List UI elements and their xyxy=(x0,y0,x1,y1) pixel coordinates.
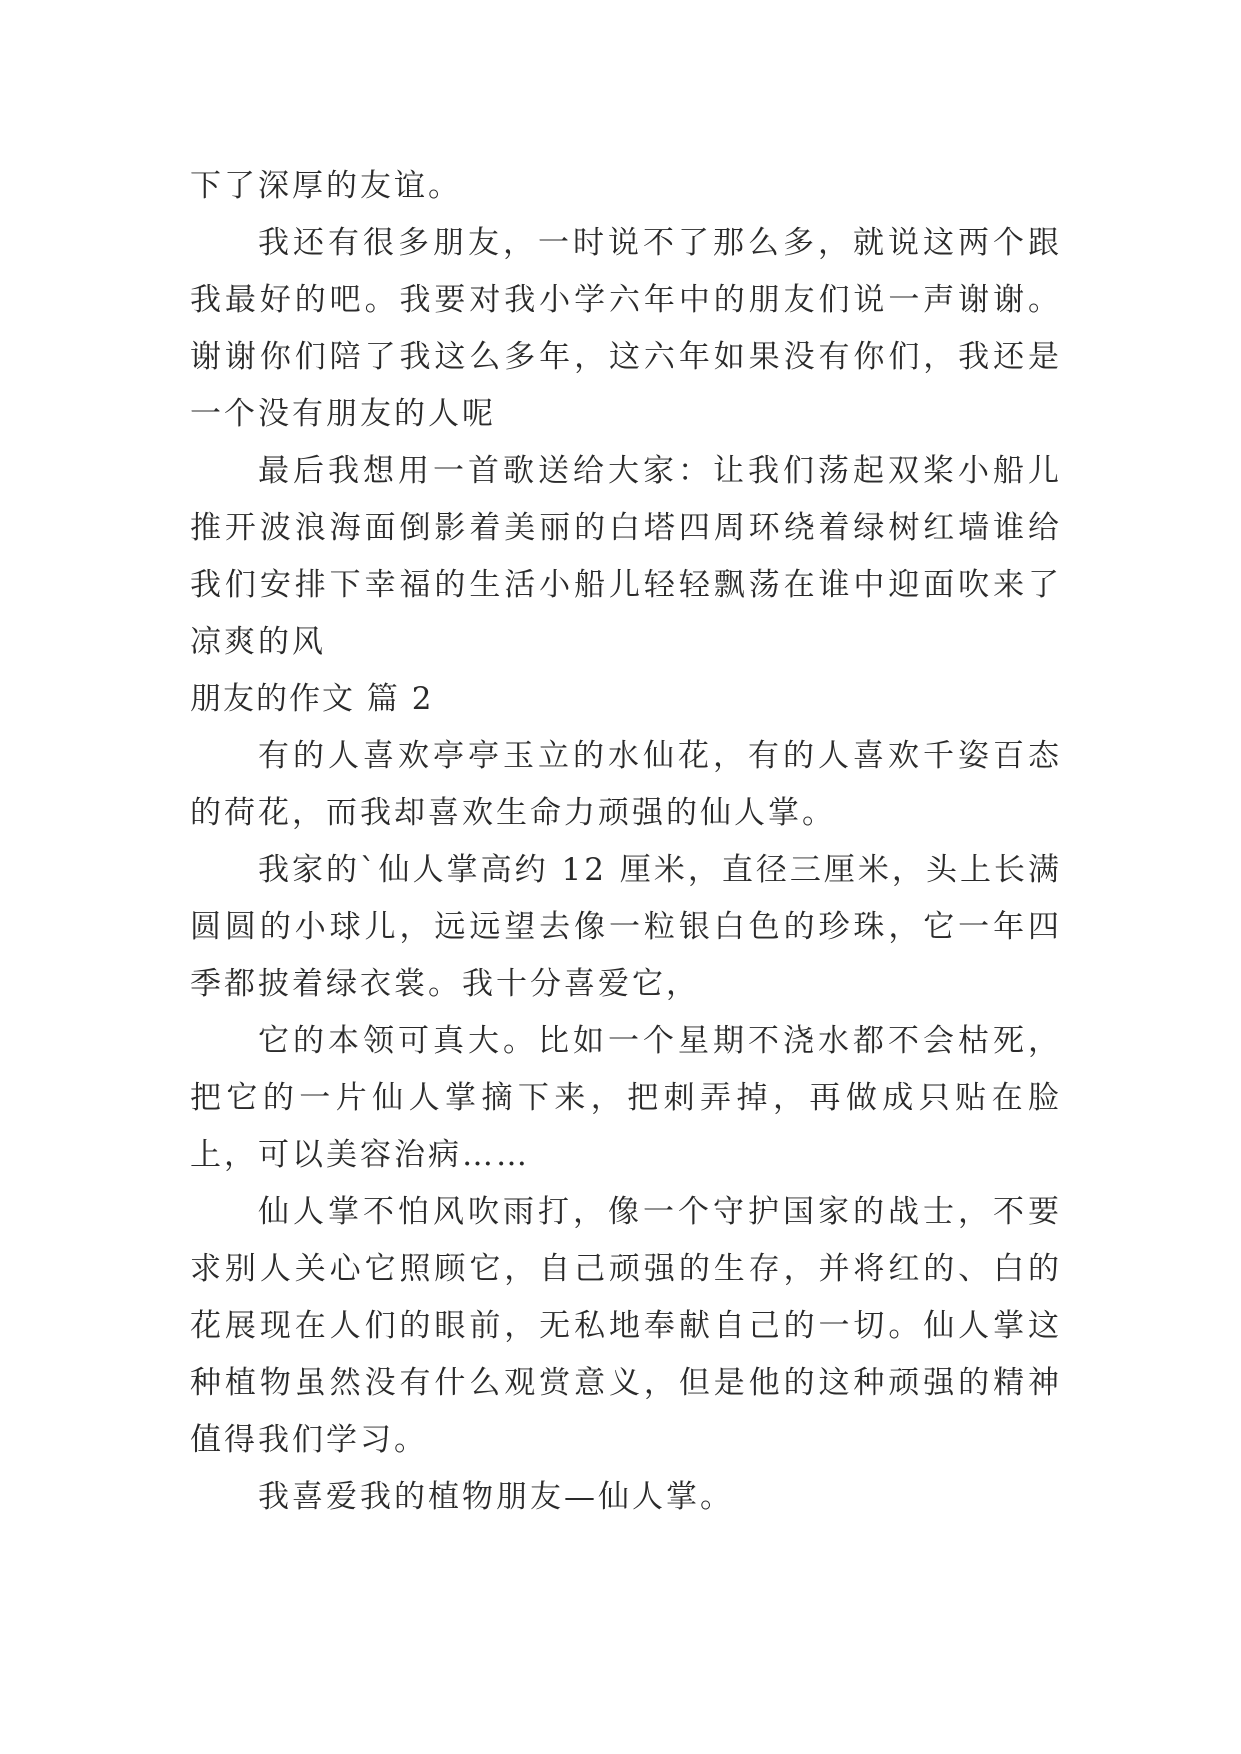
paragraph: 有的人喜欢亭亭玉立的水仙花，有的人喜欢千姿百态的荷花，而我却喜欢生命力顽强的仙人掌。 xyxy=(190,738,1062,831)
paragraph: 仙人掌不怕风吹雨打，像一个守护国家的战士，不要求别人关心它照顾它，自己顽强的生存，并将红的、白的花展现在人们的眼前，无私地奉献自己的一切。仙人掌这种植物虽然没有什么观赏意义，但是他的这种顽强的精神值得我们学习。 xyxy=(190,1194,1062,1458)
paragraph-continuation: 下了深厚的友谊。 xyxy=(190,168,462,204)
paragraph: 最后我想用一首歌送给大家：让我们荡起双桨小船儿推开波浪海面倒影着美丽的白塔四周环绕着绿树红墙谁给我们安排下幸福的生活小船儿轻轻飘荡在谁中迎面吹来了凉爽的风 xyxy=(190,453,1062,660)
paragraph: 我还有很多朋友，一时说不了那么多，就说这两个跟我最好的吧。我要对我小学六年中的朋友们说一声谢谢。谢谢你们陪了我这么多年，这六年如果没有你们，我还是一个没有朋友的人呢 xyxy=(190,225,1062,432)
document-body xyxy=(190,158,1062,1526)
section-heading: 朋友的作文 篇 2 xyxy=(190,681,434,717)
paragraph: 我喜爱我的植物朋友—仙人掌。 xyxy=(258,1479,734,1515)
paragraph: 它的本领可真大。比如一个星期不浇水都不会枯死，把它的一片仙人掌摘下来，把刺弄掉，再做成只贴在脸上，可以美容治病…… xyxy=(190,1023,1062,1173)
paragraph: 我家的`仙人掌高约 12 厘米，直径三厘米，头上长满圆圆的小球儿，远远望去像一粒银白色的珍珠，它一年四季都披着绿衣裳。我十分喜爱它， xyxy=(190,852,1062,1002)
